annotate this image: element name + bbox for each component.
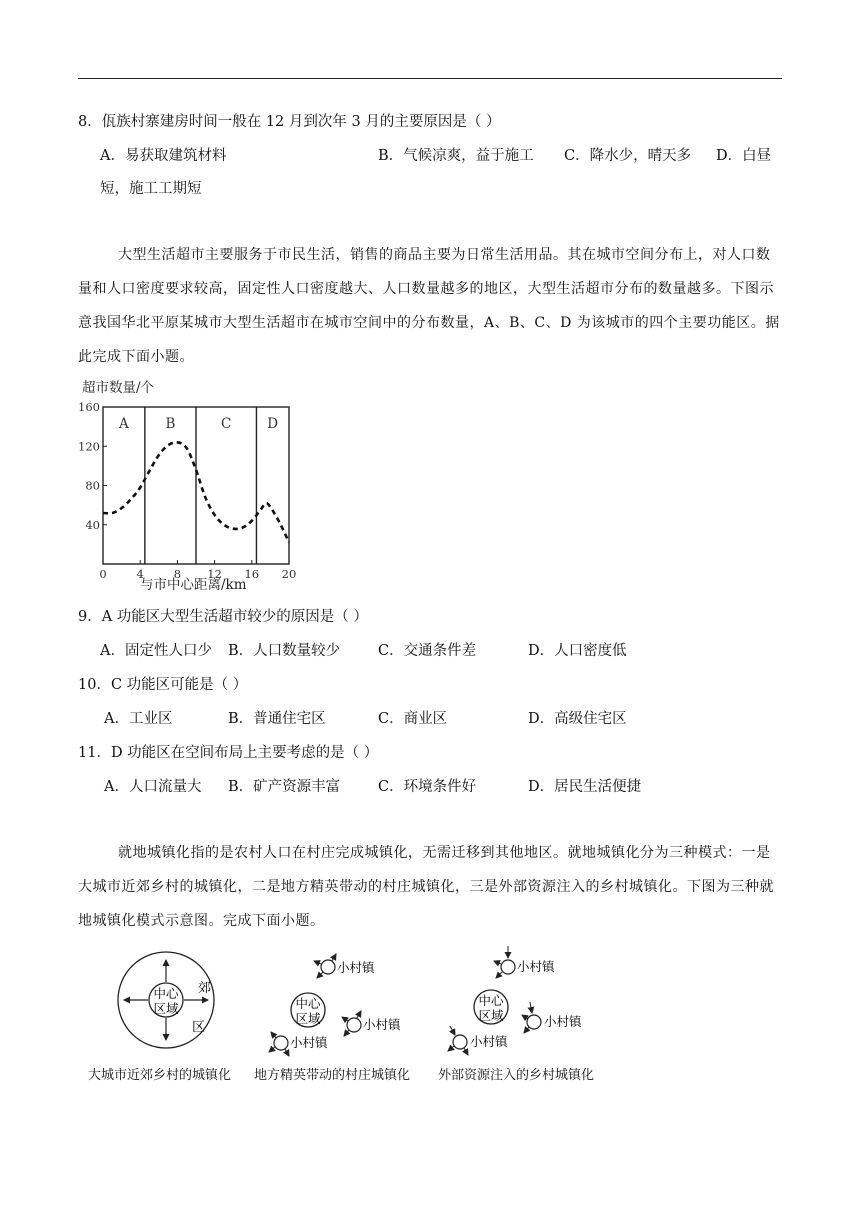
center-label: 中心 xyxy=(153,986,179,1001)
area-label: 区域 xyxy=(478,1008,504,1023)
x-tick-label: 12 xyxy=(207,567,222,581)
town-arrow xyxy=(342,1017,348,1021)
diagram-external-resources xyxy=(448,946,583,1055)
town-arrow xyxy=(357,1011,361,1018)
q11-option-c[interactable]: C．环境条件好 xyxy=(378,779,477,795)
inflow-arrow xyxy=(450,1026,455,1035)
town-circle xyxy=(347,1018,361,1032)
q11-option-b[interactable]: B．矿产资源丰富 xyxy=(228,779,341,795)
header-rule xyxy=(78,78,782,79)
x-tick-label: 16 xyxy=(244,567,260,581)
x-tick-label: 8 xyxy=(173,567,182,581)
q9-option-a[interactable]: A．固定性人口少 xyxy=(100,643,212,659)
q8-option-d[interactable]: D．白昼 xyxy=(716,148,772,164)
town-arrow xyxy=(496,972,502,978)
q8-stem: 8．佤族村寨建房时间一般在 12 月到次年 3 月的主要原因是（ ） xyxy=(78,114,501,130)
town-label: 小村镇 xyxy=(544,1014,582,1029)
town-arrow xyxy=(448,1046,454,1051)
diagram-caption-3: 外部资源注入的乡村城镇化 xyxy=(438,1068,595,1083)
town-arrow xyxy=(317,972,323,978)
q11-stem: 11．D 功能区在空间布局上主要考虑的是（ ） xyxy=(78,745,379,761)
y-tick-label: 120 xyxy=(78,439,100,454)
suburb-label-2: 区 xyxy=(192,1020,206,1035)
x-tick-label: 0 xyxy=(99,567,107,581)
town-arrow xyxy=(285,1049,289,1056)
town-arrow xyxy=(269,1047,275,1052)
diagram-caption-2: 地方精英带动的村庄城镇化 xyxy=(254,1068,411,1083)
diagram-caption-1: 大城市近郊乡村的城镇化 xyxy=(88,1068,232,1083)
town-circle xyxy=(527,1015,541,1029)
town-arrow xyxy=(332,954,336,961)
chart-svg xyxy=(72,376,312,598)
area-label: 区域 xyxy=(153,1001,179,1016)
y-tick-label: 80 xyxy=(85,478,100,493)
urbanization-diagrams xyxy=(78,940,638,1066)
center-label: 中心 xyxy=(478,993,504,1008)
chart-xlabel: 与市中心距离/km xyxy=(140,577,247,593)
town-arrow xyxy=(344,1030,349,1036)
q10-stem: 10．C 功能区可能是（ ） xyxy=(78,677,248,693)
town-label: 小村镇 xyxy=(363,1017,401,1032)
town-circle xyxy=(501,960,515,974)
q9-option-c[interactable]: C．交通条件差 xyxy=(378,643,477,659)
y-tick-label: 40 xyxy=(85,517,100,532)
q11-option-a[interactable]: A．人口流量大 xyxy=(104,779,202,795)
zone-label-a: A xyxy=(119,416,129,432)
q10-option-d[interactable]: D．高级住宅区 xyxy=(528,711,627,727)
passage-supermarket: 大型生活超市主要服务于市民生活，销售的商品主要为日常生活用品。其在城市空间分布上，对人口数量和人口密度要求较高，固定性人口密度越大、人口数量越多的地区，大型生活超市分布的数量越多。下图示意我国华北平原某城市大型生活超市在城市空间中的分布数量，A、B、C、D 为该城市的四个主要功能区。据此完成下面小题。 xyxy=(78,247,780,365)
area-label: 区域 xyxy=(295,1011,321,1026)
q9-stem: 9．A 功能区大型生活超市较少的原因是（ ） xyxy=(78,609,368,625)
town-arrow xyxy=(271,1032,276,1038)
center-label: 中心 xyxy=(295,996,321,1011)
q8-option-b[interactable]: B．气候凉爽，益于施工 xyxy=(378,148,534,164)
q10-option-c[interactable]: C．商业区 xyxy=(378,711,448,727)
q9-option-b[interactable]: B．人口数量较少 xyxy=(228,643,341,659)
q8-option-c[interactable]: C．降水少，晴天多 xyxy=(564,148,692,164)
diagram-local-elite xyxy=(269,954,402,1056)
q8-option-a[interactable]: A．易获取建筑材料 xyxy=(100,148,227,164)
suburb-label-1: 郊 xyxy=(198,981,212,996)
chart-ylabel: 超市数量/个 xyxy=(82,380,155,396)
diagram-suburban xyxy=(118,952,214,1048)
town-arrow xyxy=(494,961,501,964)
x-tick-label: 20 xyxy=(281,567,297,581)
town-label: 小村镇 xyxy=(517,959,555,974)
inflow-arrow xyxy=(530,1002,532,1013)
town-arrow xyxy=(314,961,321,964)
town-arrow xyxy=(522,1015,528,1019)
town-label: 小村镇 xyxy=(470,1034,508,1049)
q11-option-d[interactable]: D．居民生活便捷 xyxy=(528,779,642,795)
y-tick-label: 160 xyxy=(78,400,100,414)
town-label: 小村镇 xyxy=(290,1035,328,1050)
q9-option-d[interactable]: D．人口密度低 xyxy=(528,643,627,659)
town-circle xyxy=(453,1035,467,1049)
q10-option-a[interactable]: A．工业区 xyxy=(104,711,173,727)
town-arrow xyxy=(464,1048,468,1055)
x-tick-label: 4 xyxy=(136,567,144,581)
passage-urbanization: 就地城镇化指的是农村人口在村庄完成城镇化，无需迁移到其他地区。就地城镇化分为三种模式：一是大城市近郊乡村的城镇化，二是地方精英带动的村庄城镇化，三是外部资源注入的乡村城镇化。下图为三种就地城镇化模式示意图。完成下面小题。 xyxy=(78,845,774,929)
zone-label-c: C xyxy=(221,416,232,432)
q8-option-d-continued: 短，施工工期短 xyxy=(100,181,202,197)
town-circle xyxy=(321,960,335,974)
town-label: 小村镇 xyxy=(337,960,375,975)
zone-label-b: B xyxy=(165,416,176,432)
supermarket-chart xyxy=(72,376,312,602)
town-arrow xyxy=(524,1027,529,1033)
zone-label-d: D xyxy=(267,416,279,432)
q10-option-b[interactable]: B．普通住宅区 xyxy=(228,711,326,727)
town-circle xyxy=(274,1036,288,1050)
